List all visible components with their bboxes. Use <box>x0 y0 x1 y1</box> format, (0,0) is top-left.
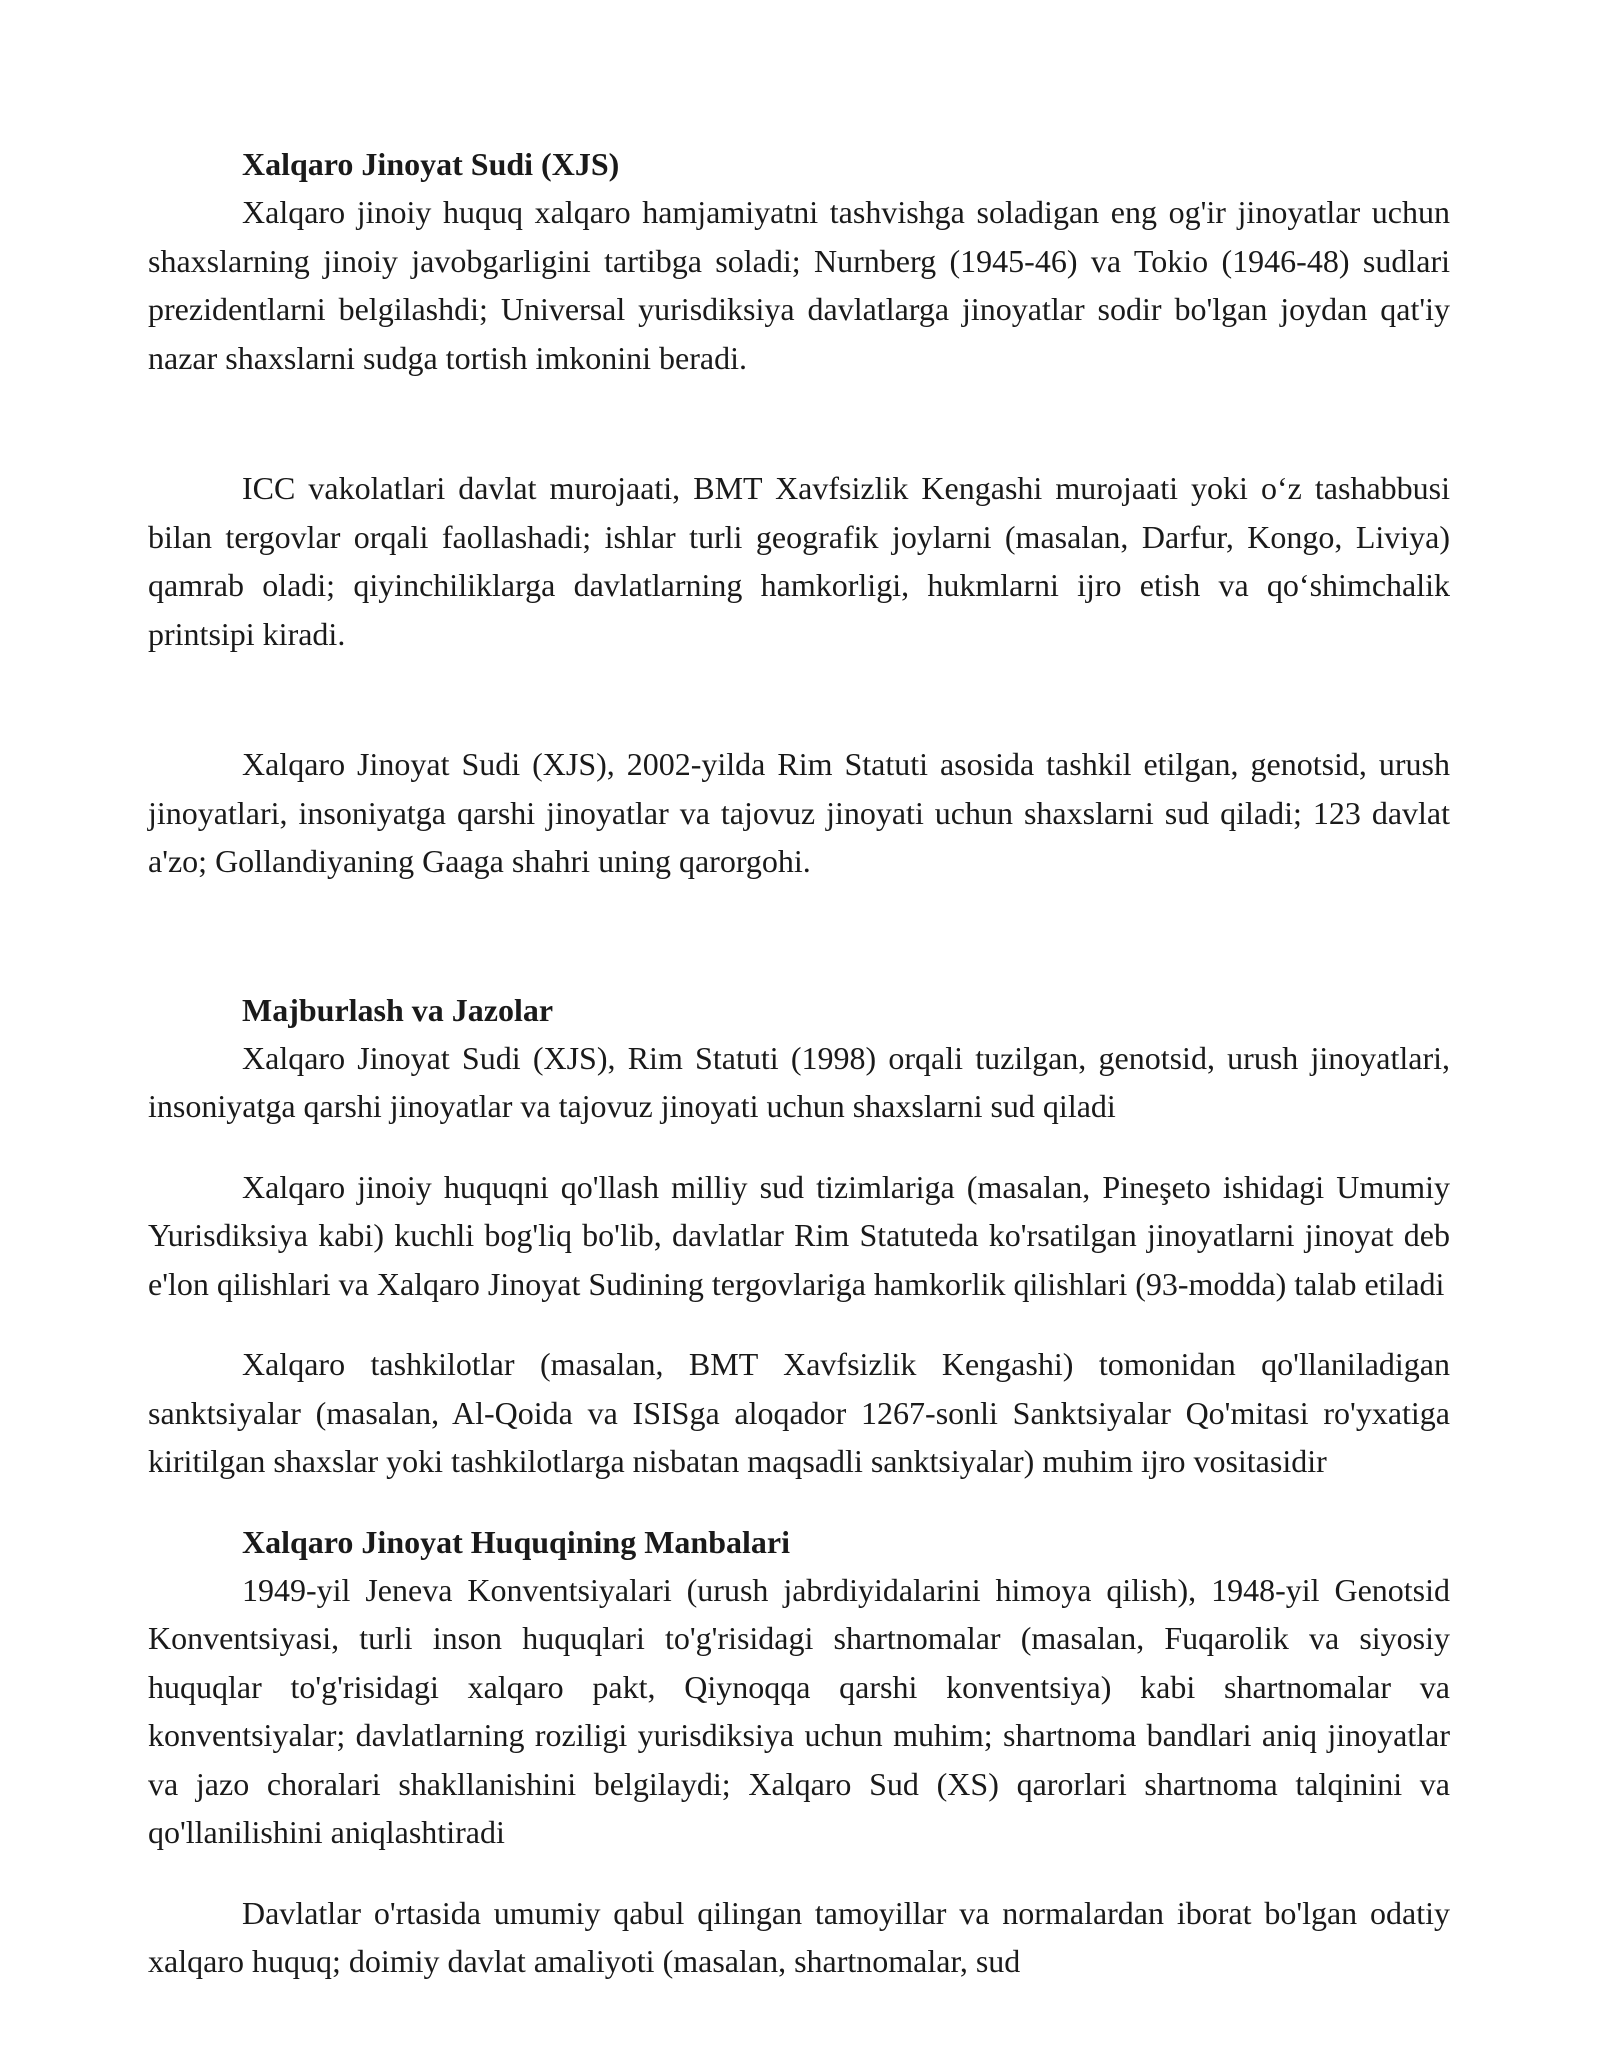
paragraph: Xalqaro tashkilotlar (masalan, BMT Xavfsizlik Kengashi) tomonidan qo'llaniladigan sanktsiyalar (masalan, Al-Qoida va ISISga aloqador 1267-sonli Sanktsiyalar Qo'mitasi ro'yxatiga kiritilgan shaxslar yoki tashkilotlarga nisbatan maqsadli sanktsiyalar) muhim ijro vositasidir <box>148 1346 1450 1479</box>
paragraph: Xalqaro jinoiy huquq xalqaro hamjamiyatni tashvishga soladigan eng og'ir jinoyatlar uchun shaxslarning jinoiy javobgarligini tartibga soladi; Nurnberg (1945-46) va Tokio (1946-48) sudlari prezidentlarni belgilashdi; Universal yurisdiksiya davlatlarga jinoyatlar sodir bo'lgan joydan qat'iy nazar shaxslarni sudga tortish imkonini beradi. <box>148 194 1450 376</box>
spacer <box>148 1131 1450 1163</box>
paragraph: Xalqaro jinoiy huquqni qo'llash milliy sud tizimlariga (masalan, Pineşeto ishidagi Umumiy Yurisdiksiya kabi) kuchli bog'liq bo'lib, davlatlar Rim Statuteda ko'rsatilgan jinoyatlarni jinoyat deb e'lon qilishlari va Xalqaro Jinoyat Sudining tergovlariga hamkorlik qilishlari (93-modda) talab etiladi <box>148 1168 1450 1302</box>
spacer <box>148 382 1450 464</box>
document-page <box>148 140 1450 1986</box>
spacer <box>148 1857 1450 1889</box>
paragraph: ICC vakolatlari davlat murojaati, BMT Xavfsizlik Kengashi murojaati yoki o‘z tashabbusi bilan tergovlar orqali faollashadi; ishlar turli geografik joylarni (masalan, Darfur, Kongo, Liviya) qamrab oladi; qiyinchiliklarga davlatlarning hamkorligi, hukmlarni ijro etish va qo‘shimchalik printsipi kiradi. <box>148 470 1450 652</box>
spacer <box>148 1308 1450 1340</box>
spacer <box>148 886 1450 986</box>
paragraph: Davlatlar o'rtasida umumiy qabul qilingan tamoyillar va normalardan iborat bo'lgan odatiy xalqaro huquq; doimiy davlat amaliyoti (masalan, shartnomalar, sud <box>148 1894 1450 1979</box>
paragraph: Xalqaro Jinoyat Sudi (XJS), 2002-yilda Rim Statuti asosida tashkil etilgan, genotsid, urush jinoyatlari, insoniyatga qarshi jinoyatlar va tajovuz jinoyati uchun shaxslarni sud qiladi; 123 davlat a'zo; Gollandiyaning Gaaga shahri uning qarorgohi. <box>148 746 1450 879</box>
spacer <box>148 658 1450 740</box>
section-heading-majburlash: Majburlash va Jazolar <box>242 991 554 1028</box>
section-heading-manbalari: Xalqaro Jinoyat Huquqining Manbalari <box>242 1523 790 1560</box>
paragraph: 1949-yil Jeneva Konventsiyalari (urush jabrdiyidalarini himoya qilish), 1948-yil Genotsid Konventsiyasi, turli inson huquqlari to'g'risidagi shartnomalar (masalan, Fuqarolik va siyosiy huquqlar to'g'risidagi xalqaro pakt, Qiynoqqa qarshi konventsiya) kabi shartnomalar va konventsiyalar; davlatlarning roziligi yurisdiksiya uchun muhim; shartnoma bandlari aniq jinoyatlar va jazo choralari shakllanishini belgilaydi; Xalqaro Sud (XS) qarorlari shartnoma talqinini va qo'llanilishini aniqlashtiradi <box>148 1571 1450 1850</box>
paragraph: Xalqaro Jinoyat Sudi (XJS), Rim Statuti (1998) orqali tuzilgan, genotsid, urush jinoyatlari, insoniyatga qarshi jinoyatlar va tajovuz jinoyati uchun shaxslarni sud qiladi <box>148 1039 1450 1124</box>
section-heading-xjs: Xalqaro Jinoyat Sudi (XJS) <box>242 146 620 182</box>
spacer <box>148 1486 1450 1518</box>
